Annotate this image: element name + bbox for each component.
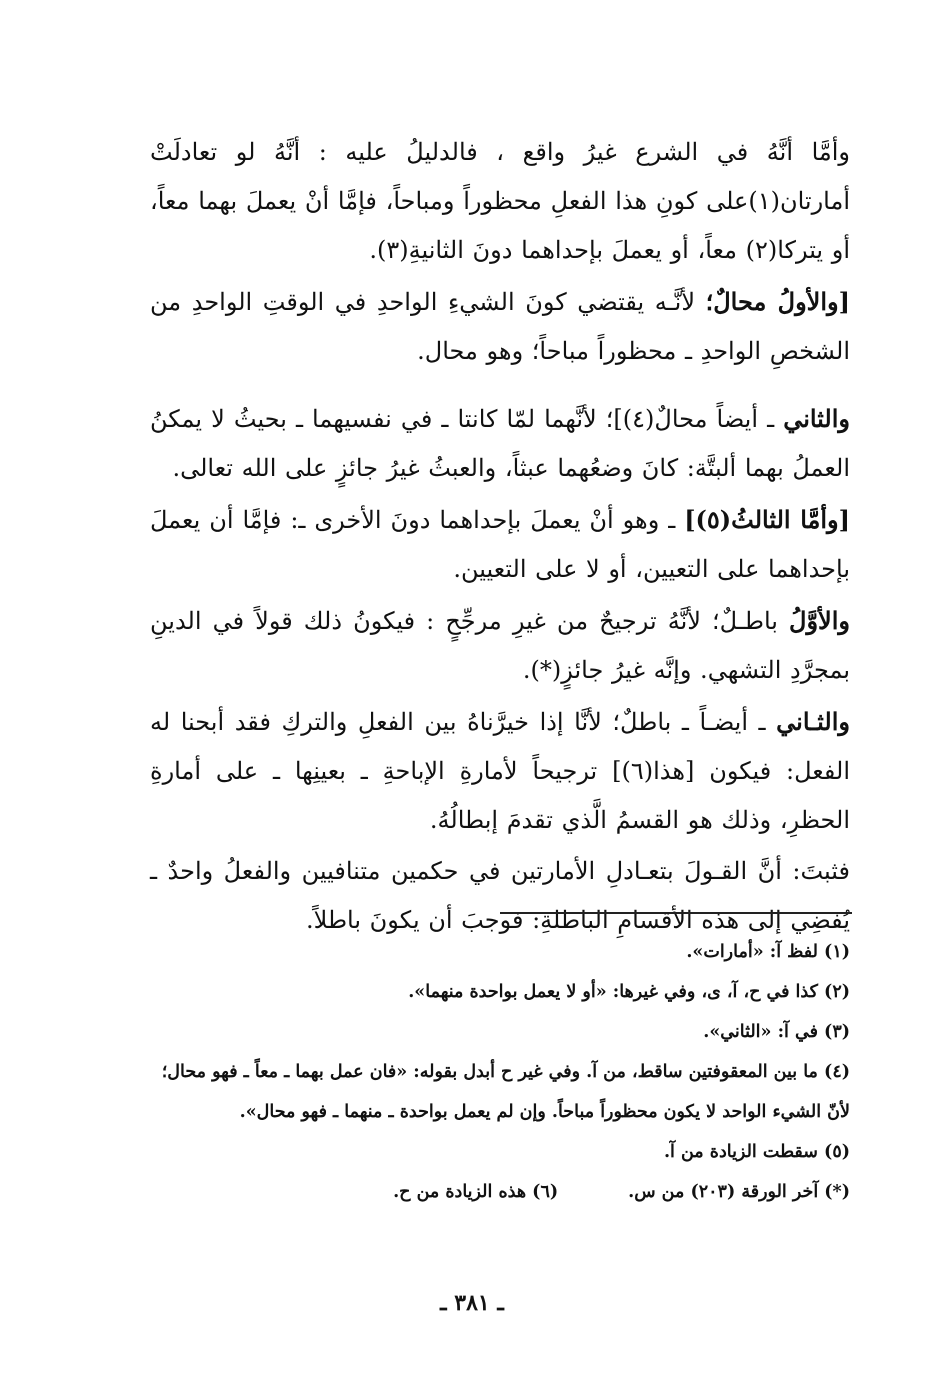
paragraph-5-text: باطـلٌ؛ لأنَّهُ ترجيحٌ من غيرِ مرجِّحٍ : فيكونُ ذلك قولاً في الدينِ بمجرَّدِ التشهي. وإنَّه غيرُ جائزٍ(*). (150, 607, 850, 684)
paragraph-5 (150, 596, 850, 695)
paragraph-3 (150, 394, 850, 493)
paragraph-4-text: ـ وهو أنْ يعملَ بإحداهما دونَ الأخرى ـ: فإمَّا أن يعملَ بإحداهما على التعيين، أو لا على التعيين. (150, 506, 850, 583)
paragraph-5-lead: والأوَّلُ (789, 606, 850, 635)
footnote-last-row (150, 1172, 850, 1212)
paragraph-4 (150, 495, 850, 594)
footnote-6: (٦) هذه الزيادة من ح. (393, 1182, 559, 1202)
paragraph-6 (150, 697, 850, 845)
main-text (150, 128, 850, 945)
page-number: ـ ٣٨١ ـ (440, 1290, 504, 1316)
paragraph-3-text: ـ أيضاً محالٌ(٤)]؛ لأنَّهما لمّا كانتا ـ في نفسيهما ـ بحيثُ لا يمكنُ العملُ بهما ألبتَّة: كانَ وضعُهما عبثاً، والعبثُ غيرُ جائزٍ على الله تعالى. (150, 405, 850, 482)
footnote-4: (٤) ما بين المعقوفتين ساقط، من آ. وفي غير ح أبدل بقوله: «فان عمل بهما ـ معاً ـ فهو محال؛ لأنّ الشيء الواحد لا يكون محظوراً مباحاً. وإن لم يعمل بواحدة ـ منهما ـ فهو محال». (161, 1062, 850, 1122)
paragraph-4-lead: [وأمَّا الثالثُ(٥)] (684, 505, 850, 534)
paragraph-2-lead: [والأولُ محالٌ؛ (705, 287, 850, 316)
footnote-2: (٢) كذا في ح، آ، ى، وفي غيرها: «أو لا يعمل بواحدة منهما». (408, 982, 850, 1002)
paragraph-2-text: لأنَّـه يقتضي كونَ الشيءِ الواحدِ في الوقتِ الواحدِ من الشخصِ الواحدِ ـ محظوراً مباحاً؛ وهو محال. (150, 288, 850, 365)
paragraph-7 (150, 847, 850, 945)
paragraph-7-text: فثبتَ: أنَّ القـولَ بتعـادلِ الأمارتين في حكمين متنافيين والفعلُ واحدٌ ـ يُفضِي إلى هذه الأقسامِ الباطلةِ: فوجبَ أن يكونَ باطلاً. (150, 857, 850, 934)
paragraph-2 (150, 277, 850, 376)
footnote-5: (٥) سقطت الزيادة من آ. (663, 1142, 850, 1162)
footnote-divider (500, 912, 852, 914)
paragraph-1-text: وأمَّا أنَّهُ في الشرع غيرُ واقع ، فالدليلُ عليه : أنَّهُ لو تعادلَتْ أمارتان(١)على كونِ هذا الفعلِ محظوراً ومباحاً، فإمَّا أنْ يعملَ بهما معاً، أو يتركا(٢) معاً، أو يعملَ بإحداهما دونَ الثانيةِ(٣). (150, 138, 850, 264)
paragraph-6-text: ـ أيضـاً ـ باطلٌ؛ لأنَّا إذا خيرَّناهُ بين الفعلِ والتركِ فقد أبحنا له الفعل: فيكون [هذا(٦)] ترجيحاً لأمارةِ الإباحةِ ـ بعينِها ـ على أمارةِ الحظرِ، وذلك هو القسمُ الَّذي تقدمَ إبطالُهُ. (150, 708, 850, 834)
paragraph-3-lead: والثاني (783, 404, 850, 433)
footnote-1: (١) لفظ آ: «أمارات». (686, 942, 850, 962)
paragraph-6-lead: والثـاني (776, 707, 850, 736)
footnotes (150, 932, 850, 1212)
footnote-asterisk: (*) آخر الورقة (٢٠٣) من س. (628, 1182, 850, 1202)
paragraph-1 (150, 128, 850, 275)
footnote-3: (٣) في آ: «الثاني». (703, 1022, 850, 1042)
